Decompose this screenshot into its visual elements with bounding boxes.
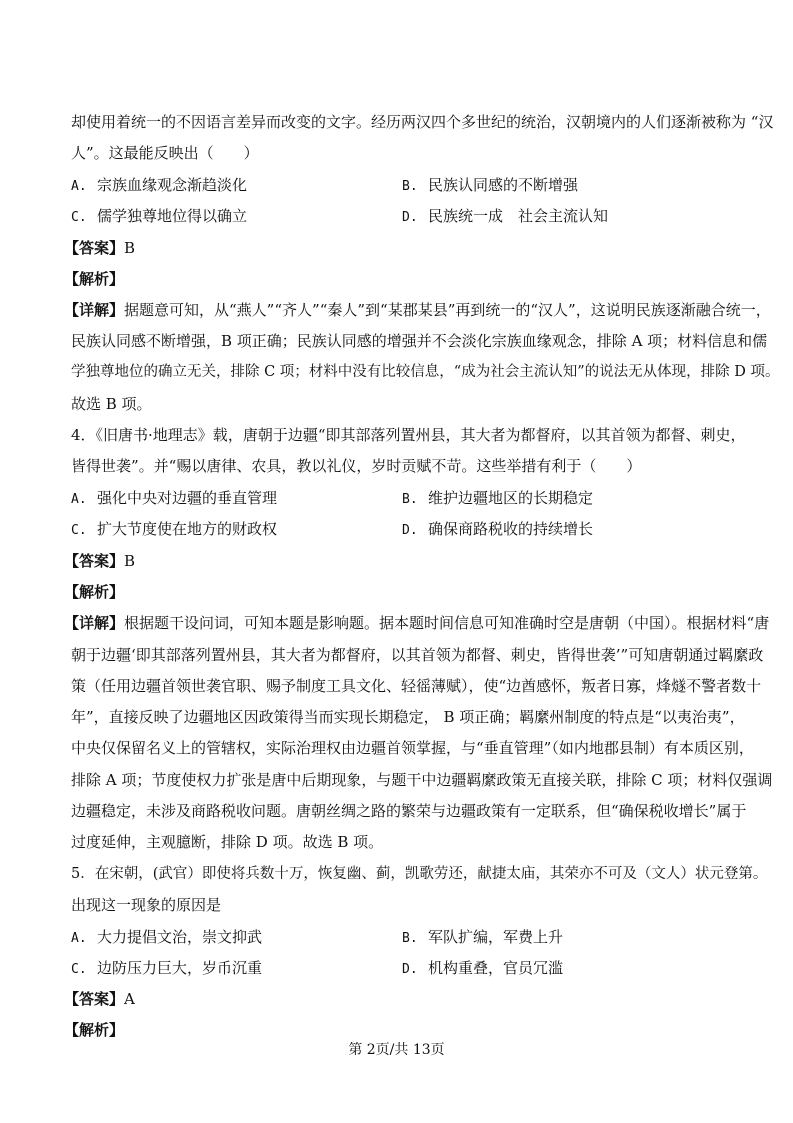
option-text: 机构重叠，官员冗滥 xyxy=(428,959,564,977)
option-text: 民族统一成 社会主流认知 xyxy=(428,207,609,225)
detail-tag: 【详解】 xyxy=(64,301,125,319)
option-text: 民族认同感的不断增强 xyxy=(428,176,579,194)
q5-option-b xyxy=(402,927,563,949)
q4-option-c xyxy=(71,519,277,541)
option-text: 宗族血缘观念渐趋淡化 xyxy=(97,176,248,194)
page-number-footer: 第 2页/共 13页 xyxy=(348,1042,445,1058)
q3-stem-line-1: 却使用着统一的不因语言差异而改变的文字。经历两汉四个多世纪的统治，汉朝境内的人们逐渐被称为 “汉 xyxy=(71,113,774,131)
answer-value: B xyxy=(124,552,136,570)
q5-stem-line-2: 出现这一现象的原因是 xyxy=(71,896,222,914)
q5-option-a xyxy=(71,927,262,949)
q3-detail-line-1 xyxy=(64,300,771,320)
option-text: 军队扩编，军费上升 xyxy=(428,928,564,946)
q3-analysis-tag xyxy=(64,269,124,289)
option-text: 扩大节度使在地方的财政权 xyxy=(97,520,278,538)
option-text: 确保商路税收的持续增长 xyxy=(428,520,594,538)
option-label: B. xyxy=(402,492,418,507)
q5-analysis-tag xyxy=(64,1020,124,1040)
q3-detail-line-3: 学独尊地位的确立无关，排除 C 项；材料中没有比较信息，“成为社会主流认知”的说法无从体现，排除 D 项。 xyxy=(71,364,780,380)
q4-analysis-tag xyxy=(64,582,124,602)
q3-answer xyxy=(64,238,135,258)
q3-detail-line-4: 故选 B 项。 xyxy=(71,395,152,413)
q4-answer xyxy=(64,551,135,571)
q5-stem-line-1: 5．在宋朝，(武官）即使将兵数十万，恢复幽、蓟，凯歌劳还，献捷太庙，其荣亦不可及（文人）状元登第。 xyxy=(71,866,768,882)
detail-tag: 【详解】 xyxy=(64,614,125,632)
analysis-tag: 【解析】 xyxy=(64,1021,125,1039)
q4-stem-line-2: 皆得世袭”。并“赐以唐律、农具，教以礼仪，岁时贡赋不苛。这些举措有利于（ ） xyxy=(71,457,642,475)
option-label: D. xyxy=(402,523,418,538)
answer-tag: 【答案】 xyxy=(64,552,125,570)
q4-option-b xyxy=(402,488,593,510)
analysis-tag: 【解析】 xyxy=(64,270,125,288)
q4-option-d xyxy=(402,519,593,541)
option-label: A. xyxy=(71,931,87,946)
option-text: 强化中央对边疆的垂直管理 xyxy=(97,489,278,507)
q3-option-c xyxy=(71,206,247,228)
q3-option-d xyxy=(402,206,608,228)
option-label: C. xyxy=(71,962,87,977)
option-label: D. xyxy=(402,210,418,225)
q3-option-a xyxy=(71,175,247,197)
option-label: B. xyxy=(402,179,418,194)
q4-detail-line-6: 排除 A 项；节度使权力扩张是唐中后期现象，与题干中边疆羁縻政策无直接关联，排除 C 项；材料仅强调 xyxy=(71,771,773,789)
option-text: 边防压力巨大，岁币沉重 xyxy=(97,959,263,977)
answer-value: A xyxy=(124,990,135,1008)
analysis-tag: 【解析】 xyxy=(64,583,125,601)
option-text: 维护边疆地区的长期稳定 xyxy=(428,489,594,507)
option-label: C. xyxy=(71,523,87,538)
q5-answer xyxy=(64,989,135,1009)
q4-detail-line-5: 中央仅保留名义上的管辖权，实际治理权由边疆首领掌握，与“垂直管理”（如内地郡县制）有本质区别， xyxy=(71,739,754,757)
option-label: A. xyxy=(71,492,87,507)
q5-option-c xyxy=(71,958,262,980)
answer-tag: 【答案】 xyxy=(64,239,125,257)
answer-tag: 【答案】 xyxy=(64,990,125,1008)
option-label: D. xyxy=(402,962,418,977)
q4-detail-line-7: 边疆稳定，未涉及商路税收问题。唐朝丝绸之路的繁荣与边疆政策有一定联系，但“确保税收增长”属于 xyxy=(71,802,747,820)
q4-detail-line-3: 策（任用边疆首领世袭官职、赐予制度工具文化、轻徭薄赋），使“边酋感怀，叛者日寡，烽燧不警者数十 xyxy=(71,677,762,695)
q4-detail-line-8: 过度延伸，主观臆断，排除 D 项。故选 B 项。 xyxy=(71,833,384,851)
answer-value: B xyxy=(124,239,136,257)
option-text: 大力提倡文治，崇文抑武 xyxy=(97,928,263,946)
option-text: 儒学独尊地位得以确立 xyxy=(97,207,248,225)
q4-option-a xyxy=(71,488,277,510)
option-label: A. xyxy=(71,179,87,194)
q3-stem-line-2: 人”。这最能反映出（ ） xyxy=(71,144,259,162)
q4-detail-line-4: 年”，直接反映了边疆地区因政策得当而实现长期稳定， B 项正确；羁縻州制度的特点是“以夷治夷”， xyxy=(71,708,745,726)
detail-text: 据题意可知，从“燕人”“齐人”“秦人”到“某郡某县”再到统一的“汉人”，这说明民族逐渐融合统一， xyxy=(124,301,771,319)
q4-detail-line-2: 朝于边疆‘即其部落列置州县，其大者为都督府，以其首领为都督、刺史，皆得世袭’”可知唐朝通过羁縻政 xyxy=(71,646,764,664)
detail-text: 根据题干设问词，可知本题是影响题。据本题时间信息可知准确时空是唐朝（中国）。根据材料“唐 xyxy=(124,614,770,632)
q3-option-b xyxy=(402,175,578,197)
q3-detail-line-2: 民族认同感不断增强，B 项正确；民族认同感的增强并不会淡化宗族血缘观念，排除 A 项；材料信息和儒 xyxy=(71,332,768,350)
q5-option-d xyxy=(402,958,563,980)
option-label: C. xyxy=(71,210,87,225)
option-label: B. xyxy=(402,931,418,946)
q4-stem-line-1: 4．《旧唐书·地理志》载，唐朝于边疆“即其部落列置州县，其大者为都督府，以其首领为都督、刺史， xyxy=(71,426,746,444)
q4-detail-line-1 xyxy=(64,613,769,633)
